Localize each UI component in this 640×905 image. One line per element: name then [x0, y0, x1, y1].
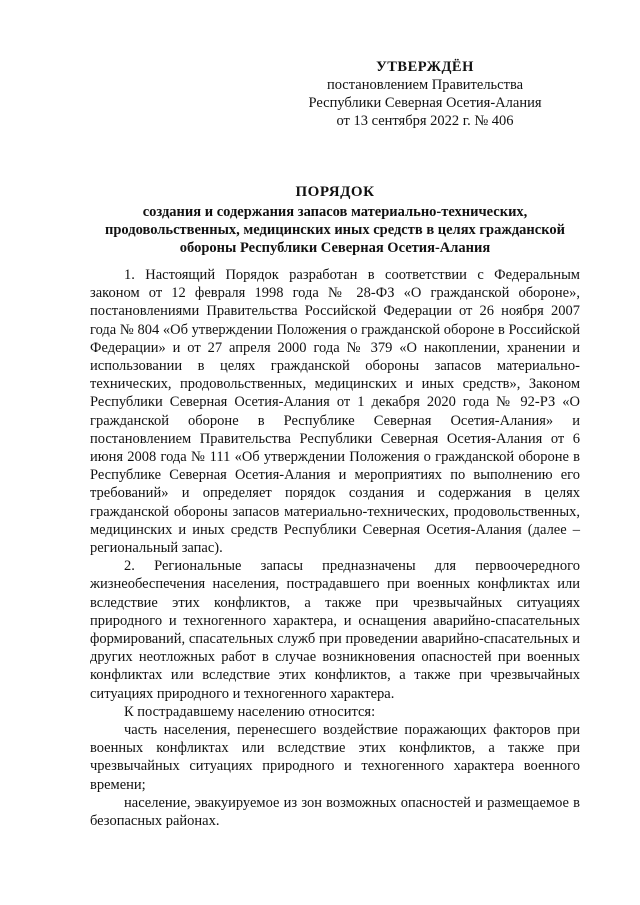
title-main: ПОРЯДОК — [295, 184, 375, 200]
paragraph-2: 2. Региональные запасы предназначены для первоочередного жизнеобеспечения населения, пострадавшего при военных конфликтах или вследствие этих конфликтов, а также при чрезвычайных ситуациях природного и техногенного характера, и оснащения аварийно-спасательных формирований, спасательных служб при проведении аварийно-спасательных и других неотложных работ в случае возникновения опасностей при военных конфликтах или вследствие этих конфликтов, а также при чрезвычайных ситуациях природного и техногенного характера. — [90, 558, 580, 702]
paragraph-3: К пострадавшему населению относится: — [124, 703, 376, 720]
title-line-1: создания и содержания запасов материально-технических, — [142, 204, 528, 220]
title-line-3: обороны Республики Северная Осетия-Алания — [179, 240, 491, 256]
approval-line-3: от 13 сентября 2022 г. № 406 — [336, 113, 514, 129]
approval-line-1: постановлением Правительства — [326, 77, 524, 93]
approval-line-2: Республики Северная Осетия-Алания — [308, 95, 542, 111]
document-body — [90, 266, 580, 830]
title-line-2: продовольственных, медицинских иных средств в целях гражданской — [105, 222, 565, 238]
paragraph-4: часть населения, перенесшего воздействие поражающих факторов при военных конфликтах или вследствие этих конфликтов, а также при чрезвычайных ситуациях природного и техногенного характера военного времени; — [90, 722, 580, 793]
approval-stamp: УТВЕРЖДЁН — [376, 59, 474, 75]
paragraph-5: население, эвакуируемое из зон возможных опасностей и размещаемое в безопасных районах. — [90, 794, 580, 830]
paragraph-1: 1. Настоящий Порядок разработан в соответствии с Федеральным законом от 12 февраля 1998 года № 28-ФЗ «О гражданской обороне», постановлениями Правительства Российской Федерации от 26 ноября 2007 года № 804 «Об утверждении Положения о гражданской обороне в Российской Федерации» и от 27 апреля 2000 года № 379 «О накоплении, хранении и использовании в целях гражданской обороны запасов материально-технических, продовольственных, медицинских и иных средств», Законом Республики Северная Осетия-Алания от 1 декабря 2020 года № 92-РЗ «О гражданской обороне в Республике Северная Осетия-Алания» и постановлением Правительства Республики Северная Осетия-Алания от 6 июня 2008 года № 111 «Об утверждении Положения о гражданской обороне в Республике Северная Осетия-Алания и мероприятиях по выполнению его требований» и определяет порядок создания и содержания в целях гражданской обороны запасов материально-технических, продовольственных, медицинских и иных средств Республики Северная Осетия-Алания (далее – региональный запас). — [90, 267, 580, 557]
approval-block — [300, 58, 550, 130]
document-title — [80, 183, 590, 257]
